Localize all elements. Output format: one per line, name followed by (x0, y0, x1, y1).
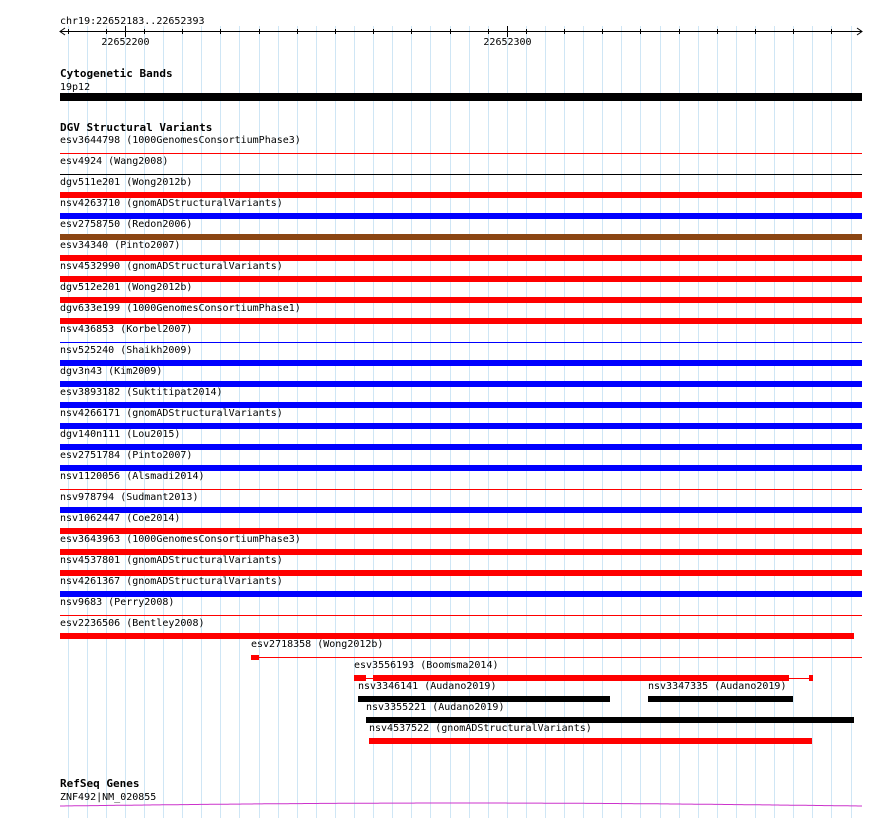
dgv-variant[interactable] (60, 471, 862, 490)
dgv-variant[interactable] (60, 597, 862, 616)
dgv-track (60, 121, 862, 744)
dgv-variant-row (60, 261, 862, 282)
dgv-variant[interactable] (60, 534, 862, 555)
dgv-variant-row (60, 408, 862, 429)
dgv-variant-label: nsv1120056 (Alsmadi2014) (60, 471, 205, 482)
dgv-variant[interactable] (251, 639, 862, 660)
dgv-variant-label: esv3644798 (1000GenomesConsortiumPhase3) (60, 135, 301, 146)
dgv-variant[interactable] (648, 681, 793, 702)
dgv-variant-row (251, 639, 862, 660)
dgv-variant-bar[interactable] (60, 360, 862, 366)
ruler-tick-label: 22652200 (101, 37, 150, 48)
dgv-variant-row (366, 702, 854, 723)
ruler (60, 16, 862, 48)
dgv-variant[interactable] (60, 492, 862, 513)
dgv-variant-label: dgv633e199 (1000GenomesConsortiumPhase1) (60, 303, 301, 314)
region-label: chr19:22652183..22652393 (60, 16, 205, 27)
dgv-variant-row (60, 177, 862, 198)
dgv-variant-label: nsv9683 (Perry2008) (60, 597, 175, 608)
dgv-variant-label: nsv978794 (Sudmant2013) (60, 492, 199, 503)
dgv-variant[interactable] (369, 723, 812, 744)
refseq-gene-label: ZNF492|NM_020855 (60, 792, 157, 803)
dgv-variant-label: esv2718358 (Wong2012b) (251, 639, 384, 650)
dgv-variant[interactable] (60, 198, 862, 219)
dgv-variant-label: nsv525240 (Shaikh2009) (60, 345, 193, 356)
dgv-variant[interactable] (60, 429, 862, 450)
refseq-track-title: RefSeq Genes (60, 777, 140, 790)
dgv-variant-row (60, 324, 862, 343)
dgv-variant[interactable] (60, 513, 862, 534)
dgv-variant-block[interactable] (809, 675, 813, 681)
dgv-variant[interactable] (60, 240, 862, 261)
dgv-variant[interactable] (60, 450, 862, 471)
dgv-variant-label: nsv4261367 (gnomADStructuralVariants) (60, 576, 283, 587)
dgv-variant-row (60, 198, 862, 219)
dgv-variant-label: nsv1062447 (Coe2014) (60, 513, 181, 524)
dgv-variant-row (60, 513, 862, 534)
dgv-variant-label: esv4924 (Wang2008) (60, 156, 169, 167)
dgv-variant-label: nsv4266171 (gnomADStructuralVariants) (60, 408, 283, 419)
dgv-variant-label: nsv4263710 (gnomADStructuralVariants) (60, 198, 283, 209)
dgv-variant-row (60, 597, 862, 616)
dgv-variant-label: nsv3347335 (Audano2019) (648, 681, 787, 692)
dgv-variant-row (60, 366, 862, 387)
refseq-gene-line[interactable] (60, 803, 862, 806)
ruler-axis (60, 28, 862, 35)
dgv-variant-row (358, 681, 793, 702)
cytoband-bar[interactable] (60, 93, 862, 101)
dgv-variant[interactable] (60, 219, 862, 240)
dgv-variant-row (60, 135, 862, 154)
dgv-variant-row (60, 534, 862, 555)
dgv-variant-row (60, 492, 862, 513)
dgv-variant-row (369, 723, 812, 744)
cytoband-track-title: Cytogenetic Bands (60, 67, 173, 80)
dgv-variant-label: esv2236506 (Bentley2008) (60, 618, 205, 629)
dgv-variant-label: esv2751784 (Pinto2007) (60, 450, 193, 461)
dgv-variant-label: nsv4532990 (gnomADStructuralVariants) (60, 261, 283, 272)
dgv-variant-bar[interactable] (369, 738, 812, 744)
dgv-variant-bar[interactable] (648, 696, 793, 702)
dgv-variant[interactable] (60, 135, 862, 154)
dgv-variant-label: esv34340 (Pinto2007) (60, 240, 181, 251)
dgv-variant-row (60, 618, 854, 639)
dgv-variant[interactable] (60, 618, 854, 639)
dgv-variant-label: dgv140n111 (Lou2015) (60, 429, 181, 440)
dgv-variant-row (60, 576, 862, 597)
ruler-tick-label: 22652300 (483, 37, 532, 48)
dgv-variant-label: nsv3346141 (Audano2019) (358, 681, 497, 692)
dgv-variant[interactable] (60, 177, 862, 198)
dgv-variant[interactable] (60, 156, 862, 175)
dgv-variant-label: nsv4537801 (gnomADStructuralVariants) (60, 555, 283, 566)
dgv-variant[interactable] (60, 261, 862, 282)
dgv-variant-label: dgv3n43 (Kim2009) (60, 366, 163, 377)
dgv-variant-list (60, 135, 862, 744)
dgv-variant-row (60, 387, 862, 408)
dgv-variant[interactable] (366, 702, 854, 723)
dgv-variant-row (60, 282, 862, 303)
dgv-variant[interactable] (60, 324, 862, 343)
dgv-variant-label: esv3556193 (Boomsma2014) (354, 660, 499, 671)
cytoband-label: 19p12 (60, 82, 91, 93)
dgv-variant-row (60, 471, 862, 490)
dgv-variant[interactable] (60, 576, 862, 597)
dgv-variant-label: nsv3355221 (Audano2019) (366, 702, 505, 713)
dgv-variant-label: nsv4537522 (gnomADStructuralVariants) (369, 723, 592, 734)
dgv-variant-row (60, 303, 862, 324)
dgv-variant[interactable] (358, 681, 610, 702)
dgv-variant[interactable] (60, 408, 862, 429)
dgv-variant-row (60, 156, 862, 175)
dgv-variant-bar[interactable] (60, 591, 862, 597)
dgv-track-title: DGV Structural Variants (60, 121, 213, 134)
dgv-variant-row (60, 345, 862, 366)
dgv-variant[interactable] (60, 366, 862, 387)
cytoband-track[interactable] (60, 67, 862, 101)
dgv-variant-row (60, 450, 862, 471)
dgv-variant-label: nsv436853 (Korbel2007) (60, 324, 193, 335)
dgv-variant-row (60, 240, 862, 261)
dgv-variant-block[interactable] (251, 655, 259, 660)
dgv-variant-label: dgv511e201 (Wong2012b) (60, 177, 193, 188)
dgv-variant-row (60, 219, 862, 240)
dgv-variant-label: esv3893182 (Suktitipat2014) (60, 387, 223, 398)
dgv-variant-row (60, 555, 862, 576)
dgv-variant[interactable] (60, 555, 862, 576)
dgv-variant[interactable] (60, 345, 862, 366)
refseq-track (60, 777, 862, 806)
dgv-variant[interactable] (60, 282, 862, 303)
dgv-variant-row (60, 429, 862, 450)
dgv-variant[interactable] (60, 387, 862, 408)
dgv-variant[interactable] (60, 303, 862, 324)
dgv-variant-bar[interactable] (60, 633, 854, 639)
dgv-variant-label: esv3643963 (1000GenomesConsortiumPhase3) (60, 534, 301, 545)
dgv-variant-label: dgv512e201 (Wong2012b) (60, 282, 193, 293)
dgv-variant-label: esv2758750 (Redon2006) (60, 219, 193, 230)
